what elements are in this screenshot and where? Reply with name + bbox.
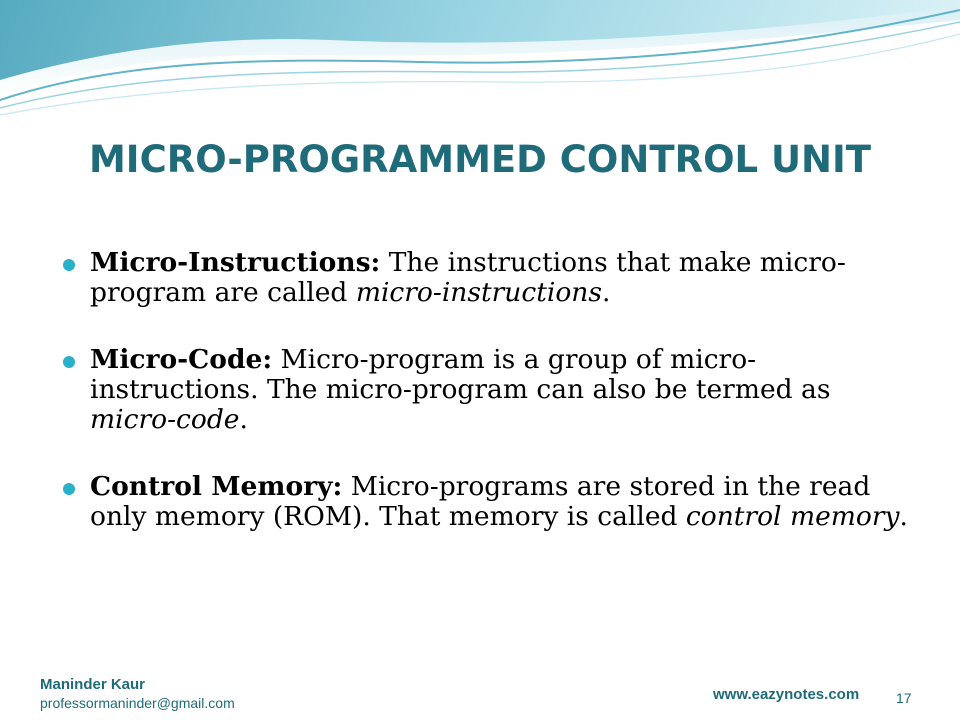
bullet-end: . xyxy=(899,501,908,532)
bullet-item-micro-instructions xyxy=(60,248,920,308)
bullet-term: Micro-Code: xyxy=(90,344,273,375)
footer-email: professormaninder@gmail.com xyxy=(40,695,235,711)
bullet-emphasis: micro-instructions xyxy=(355,277,602,308)
slide-title: MICRO-PROGRAMMED CONTROL UNIT xyxy=(88,138,872,181)
footer-website: www.eazynotes.com xyxy=(713,686,860,703)
footer-author: Maninder Kaur xyxy=(40,676,146,693)
bullet-text xyxy=(90,472,920,532)
bullet-term: Control Memory: xyxy=(90,471,343,502)
bullet-body: Micro-programs are stored in the read only memory (ROM). That memory is called xyxy=(90,471,871,532)
bullet-item-control-memory xyxy=(60,472,920,532)
bullet-dot-icon xyxy=(63,356,75,368)
footer-author-block xyxy=(40,676,235,712)
bullet-text xyxy=(90,248,920,308)
bullet-dot-icon xyxy=(63,259,75,271)
bullet-body: Micro-program is a group of micro-instructions. The micro-program can also be termed as xyxy=(90,344,831,405)
bullet-item-micro-code xyxy=(60,345,920,435)
bullet-emphasis: micro-code xyxy=(90,404,240,435)
bullet-list xyxy=(60,248,920,569)
bullet-term: Micro-Instructions: xyxy=(90,247,381,278)
bullet-body: The instructions that make micro-program are called xyxy=(90,247,846,308)
bullet-end: . xyxy=(601,277,611,308)
page-number: 17 xyxy=(896,690,912,706)
bullet-end: . xyxy=(239,404,248,435)
bullet-emphasis: control memory xyxy=(685,501,900,532)
decorative-wave-header xyxy=(0,0,960,130)
bullet-dot-icon xyxy=(63,483,75,495)
bullet-text xyxy=(90,345,920,435)
